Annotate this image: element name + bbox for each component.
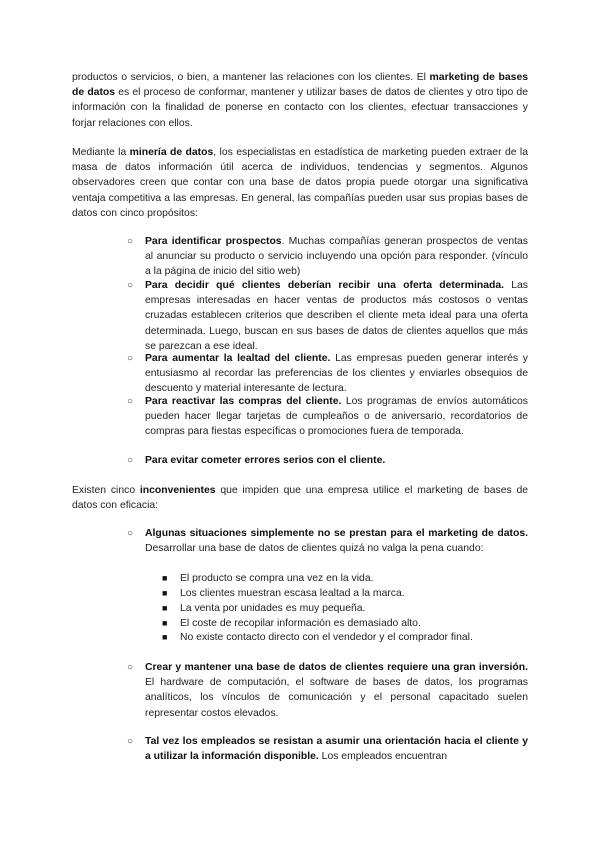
square-bullet-icon: ■: [162, 603, 168, 613]
bullet-icon: ○: [127, 353, 134, 364]
square-bullet-icon: ■: [162, 573, 168, 583]
sub-list-item: El coste de recopilar información es demasiado alto.: [180, 618, 421, 629]
sub-list-item: El producto se compra una vez en la vida.: [180, 573, 374, 584]
square-bullet-icon: ■: [162, 632, 168, 642]
bullet-icon: ○: [127, 455, 134, 466]
bullet-icon: ○: [127, 396, 134, 407]
list-item: Para decidir qué clientes deberían recibir una oferta determinada. Las empresas interesadas en hacer ventas de productos más costosos o ventas cruzadas establecen criterios que describen el cliente meta ideal para una oferta determinada. Luego, buscan en sus bases de datos de clientes aquellos que más se parezcan a ese ideal.: [145, 280, 529, 352]
list-item: Para identificar prospectos. Muchas compañías generan prospectos de ventas al anunciar su producto o servicio incluyendo una opción para responder. (vínculo a la página de inicio del sitio web): [145, 236, 528, 278]
bullet-icon: ○: [127, 280, 134, 291]
list-item: Para reactivar las compras del cliente. Los programas de envíos automáticos pueden hacer llegar tarjetas de cumpleaños o de aniversario, recordatorios de compras para fiestas específicas o promociones fuera de temporada.: [145, 396, 529, 438]
sub-list-item: La venta por unidades es muy pequeña.: [180, 603, 366, 614]
list-item: Para evitar cometer errores serios con el cliente.: [145, 455, 386, 466]
square-bullet-icon: ■: [162, 588, 168, 598]
bullet-icon: ○: [127, 236, 134, 247]
bullet-icon: ○: [127, 736, 134, 747]
list-item: Crear y mantener una base de datos de clientes requiere una gran inversión. El hardware de computación, el software de bases de datos, los programas analíticos, los vínculos de comunicación y el personal capacitado suelen representar costos elevados.: [145, 662, 528, 719]
paragraph-marketing-definition: productos o servicios, o bien, a mantener las relaciones con los clientes. El marketing de bases de datos es el proceso de conformar, mantener y utilizar bases de datos de clientes y otro tipo de información con la finalidad de ponerse en contacto con los clientes, efectuar transacciones y forjar relaciones con ellos.: [72, 72, 528, 129]
square-bullet-icon: ■: [162, 618, 168, 628]
sub-list-item: No existe contacto directo con el vendedor y el comprador final.: [180, 632, 473, 643]
list-item: Algunas situaciones simplemente no se prestan para el marketing de datos. Desarrollar una base de datos de clientes quizá no valga la pena cuando:: [145, 528, 528, 555]
sub-list-item: Los clientes muestran escasa lealtad a la marca.: [180, 588, 405, 599]
paragraph-data-mining: Mediante la minería de datos, los especialistas en estadística de marketing pueden extraer de la masa de datos información útil acerca de individuos, tendencias y segmentos. Algunos observadores creen que contar con una base de datos propia puede otorgar una significativa ventaja competitiva a las empresas. En general, las compañías pueden usar sus propias bases de datos con cinco propósitos:: [72, 147, 528, 219]
paragraph-inconvenientes: Existen cinco inconvenientes que impiden que una empresa utilice el marketing de bases de datos con eficacia:: [72, 485, 528, 512]
bullet-icon: ○: [127, 528, 134, 539]
list-item: Tal vez los empleados se resistan a asumir una orientación hacia el cliente y a utilizar la información disponible. Los empleados encuentran: [145, 736, 528, 763]
list-item: Para aumentar la lealtad del cliente. Las empresas pueden generar interés y entusiasmo al recordar las preferencias de los clientes y enviarles obsequios de descuento y material interesante de lectura.: [145, 353, 528, 395]
bullet-icon: ○: [127, 662, 134, 673]
